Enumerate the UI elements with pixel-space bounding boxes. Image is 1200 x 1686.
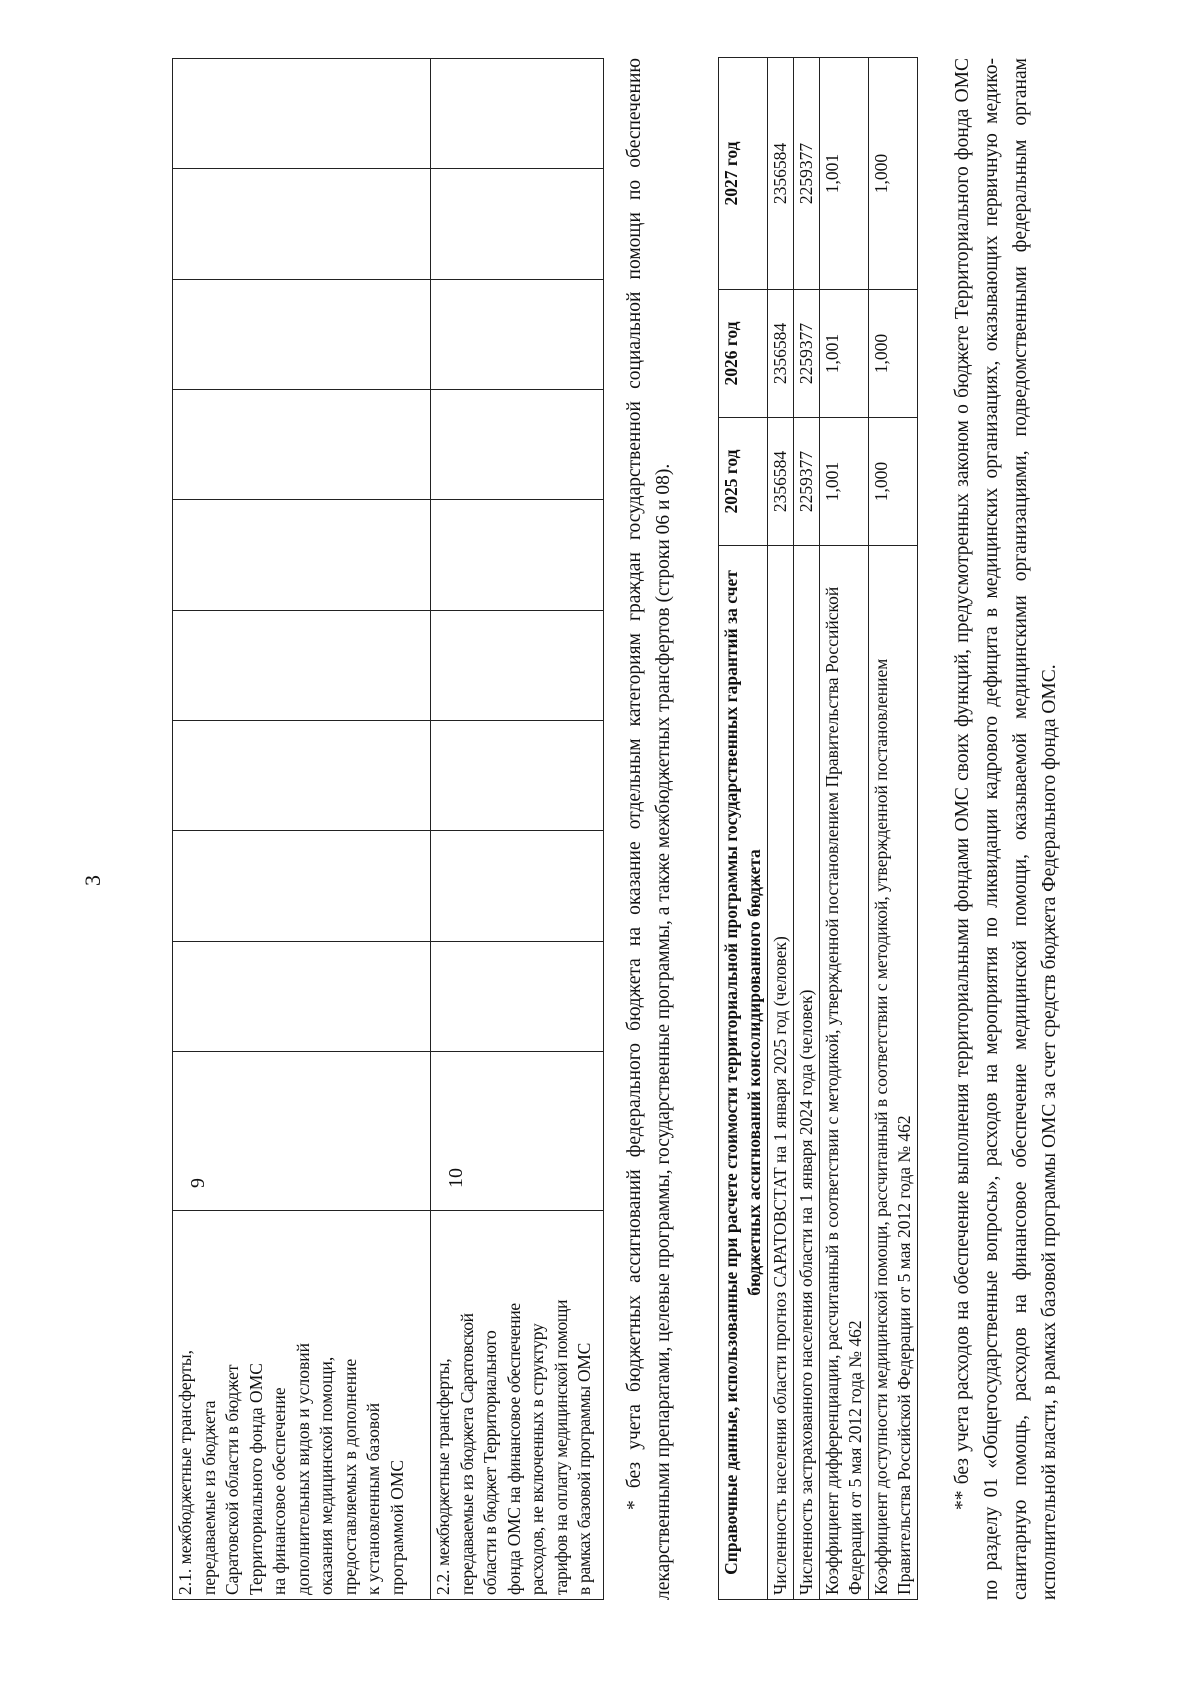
table-row [869, 58, 918, 1600]
table-row [431, 59, 604, 1600]
value-2026: 2259377 [794, 290, 820, 418]
page-number: 3 [80, 875, 105, 886]
empty-cell [431, 831, 604, 941]
table-row [820, 58, 869, 1600]
value-2026: 1,000 [869, 290, 918, 418]
label-line: 2.1. межбюджетные трансферты, [175, 1350, 195, 1595]
label-line: в рамках базовой программы ОМС [574, 1343, 594, 1595]
row-number-cell: 9 [173, 1052, 431, 1211]
reference-table-title: Справочные данные, использованные при расчете стоимости территориальной программы государственных гарантий за счет бюджетных ассигнований консолидированного бюджета [719, 546, 768, 1600]
empty-cell [431, 610, 604, 720]
empty-cell [173, 169, 431, 279]
empty-cell [173, 59, 431, 169]
empty-cell [173, 941, 431, 1051]
empty-cell [431, 390, 604, 500]
empty-cell [173, 279, 431, 389]
table-header-row [719, 58, 768, 1600]
label-line: дополнительных видов и условий [292, 1342, 313, 1595]
footnote-marker: * [624, 1500, 645, 1510]
value-2026: 1,001 [820, 290, 869, 418]
footnote-text: без учета бюджетных ассигнований федерального бюджета на оказание отдельным категориям граждан государственной социальной помощи по обеспечению лекарственными препаратами, целевые программы, государственные программы, а также межбюджетных трансфертов (строки 06 и 08). [624, 58, 674, 1600]
footnote-text: без учета расходов на обеспечение выполнения территориальными фондами ОМС своих функций, предусмотренных законом о бюджете Территориального фонда ОМС по разделу 01 «Общегосударственные вопросы», расходов на мероприятия по ликвидации кадрового дефицита в медицинских организациях, оказывающих первичную медико-санитарную помощь, расходов на финансовое обеспечение медицинской помощи, оказываемой медицинскими организациями, подведомственными федеральным органам исполнительной власти, в рамках базовой программы ОМС за счет средств бюджета Федерального фонда ОМС. [952, 57, 1060, 1600]
table-row [768, 58, 794, 1600]
footnote-single-asterisk [620, 58, 678, 1600]
empty-cell [431, 500, 604, 610]
label-line: расходов, не включенных в структуру [527, 1323, 547, 1595]
value-2026: 2356584 [768, 290, 794, 418]
row-label: Численность населения области прогноз САРАТОВСТАТ на 1 января 2025 год (человек) [768, 546, 794, 1600]
label-line: фонда ОМС на финансовое обеспечение [503, 1303, 524, 1595]
row-label-2-2 [431, 1211, 604, 1600]
label-line: программой ОМС [386, 1459, 407, 1595]
value-2027: 1,000 [869, 58, 918, 290]
row-number-cell: 10 [431, 1052, 604, 1211]
label-line: к установленным базовой [363, 1402, 383, 1595]
empty-cell [431, 721, 604, 831]
empty-cell [431, 279, 604, 389]
continuation-table [172, 58, 604, 1600]
value-2025: 1,000 [869, 418, 918, 546]
value-2027: 2259377 [794, 58, 820, 290]
row-label: Численность застрахованного населения области на 1 января 2024 года (человек) [794, 546, 820, 1600]
column-header-2027: 2027 год [719, 58, 768, 290]
value-2025: 2259377 [794, 418, 820, 546]
label-line: 2.2. межбюджетные трансферты, [433, 1358, 453, 1595]
row-label: Коэффициент дифференциации, рассчитанный в соответствии с методикой, утвержденной постановлением Правительства Российской Федерации от 5 мая 2012 года № 462 [820, 546, 869, 1600]
value-2025: 1,001 [820, 418, 869, 546]
empty-cell [173, 500, 431, 610]
footnote-marker: ** [952, 1490, 973, 1510]
column-header-2025: 2025 год [719, 418, 768, 546]
table-row [794, 58, 820, 1600]
empty-cell [431, 941, 604, 1051]
label-line: предоставляемых в дополнение [339, 1358, 360, 1595]
label-line: передаваемые из бюджета Саратовской [456, 1313, 477, 1595]
label-line: на финансовое обеспечение [269, 1387, 289, 1595]
table-row [173, 59, 431, 1600]
value-2027: 2356584 [768, 58, 794, 290]
empty-cell [431, 169, 604, 279]
empty-cell [173, 721, 431, 831]
row-label: Коэффициент доступности медицинской помощи, рассчитанный в соответствии с методикой, утвержденной постановлением Правительства Российской Федерации от 5 мая 2012 года № 462 [869, 546, 918, 1600]
footnote-double-asterisk [948, 58, 1064, 1600]
label-line: Территориального фонда ОМС [245, 1363, 266, 1595]
empty-cell [173, 610, 431, 720]
empty-cell [173, 831, 431, 941]
empty-cell [431, 59, 604, 169]
label-line: оказания медицинской помощи, [316, 1356, 336, 1595]
empty-cell [173, 390, 431, 500]
value-2025: 2356584 [768, 418, 794, 546]
column-header-2026: 2026 год [719, 290, 768, 418]
label-line: передаваемые из бюджета [198, 1400, 219, 1595]
row-label-2-1 [173, 1211, 431, 1600]
label-line: Саратовской области в бюджет [222, 1364, 242, 1595]
label-line: области в бюджет Территориального [480, 1330, 500, 1595]
value-2027: 1,001 [820, 58, 869, 290]
reference-data-table [718, 57, 918, 1600]
label-line: тарифов на оплату медицинской помощи [550, 1299, 571, 1595]
